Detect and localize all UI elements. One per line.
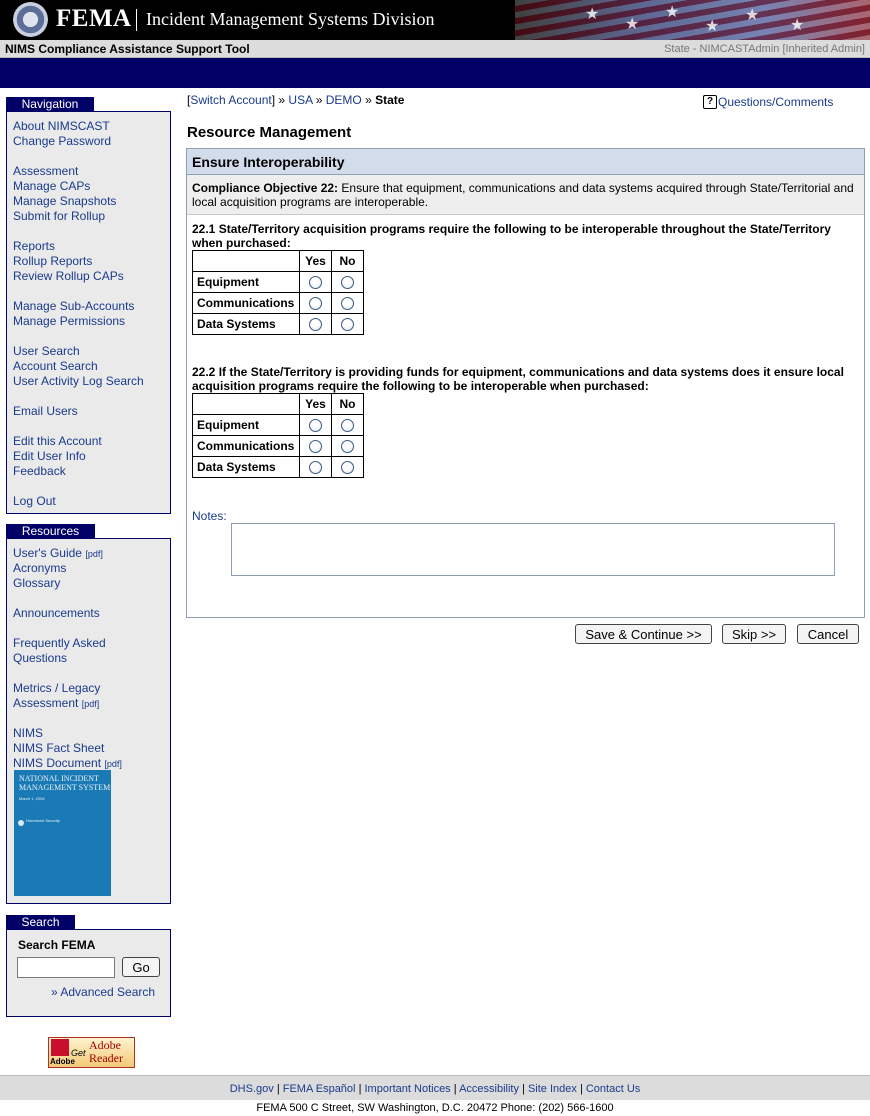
res-metrics-line1[interactable]: Metrics / Legacy xyxy=(13,681,101,695)
pdf-tag: [pdf] xyxy=(81,699,100,709)
footer-address: FEMA 500 C Street, SW Washington, D.C. 20472 Phone: (202) 566-1600 xyxy=(256,1102,614,1114)
adobe-logo-icon xyxy=(51,1039,69,1056)
cover-logo-text: Homeland Security xyxy=(26,818,60,823)
pdf-tag: [pdf] xyxy=(104,759,122,769)
column-no: No xyxy=(332,251,364,272)
question-22-2-table xyxy=(192,393,364,478)
res-users-guide-label: User's Guide xyxy=(13,546,82,560)
search-title: Search xyxy=(6,915,75,930)
fema-logo: FEMA xyxy=(56,5,132,32)
pdf-tag: [pdf] xyxy=(85,549,103,559)
nav-assessment[interactable]: Assessment xyxy=(13,164,79,178)
nav-account-search[interactable]: Account Search xyxy=(13,359,98,373)
header-banner xyxy=(0,0,870,40)
q22-2-communications-no-radio[interactable] xyxy=(341,440,354,453)
footer-site-index-link[interactable]: Site Index xyxy=(527,1083,577,1095)
row-data-systems: Data Systems xyxy=(193,457,300,478)
go-button[interactable]: Go xyxy=(122,957,160,977)
adobe-label: Adobe xyxy=(50,1057,75,1066)
skip-button[interactable]: Skip >> xyxy=(722,624,786,644)
footer-separator: | xyxy=(579,1083,583,1095)
nav-user-activity-log-search[interactable]: User Activity Log Search xyxy=(13,374,144,388)
nav-edit-user-info[interactable]: Edit User Info xyxy=(13,449,86,463)
nav-review-rollup-caps[interactable]: Review Rollup CAPs xyxy=(13,269,124,283)
table-corner xyxy=(193,251,300,272)
nav-manage-snapshots[interactable]: Manage Snapshots xyxy=(13,194,117,208)
res-users-guide[interactable] xyxy=(13,546,103,560)
get-adobe-reader-button[interactable] xyxy=(48,1037,135,1068)
nav-reports[interactable]: Reports xyxy=(13,239,56,253)
dhs-seal-icon xyxy=(13,2,48,37)
q22-1-data-systems-yes-radio[interactable] xyxy=(309,318,322,331)
q22-2-equipment-no-radio[interactable] xyxy=(341,419,354,432)
search-body xyxy=(6,929,171,1017)
nav-change-password[interactable]: Change Password xyxy=(13,134,112,148)
q22-2-communications-yes-radio[interactable] xyxy=(309,440,322,453)
footer-important-notices-link[interactable]: Important Notices xyxy=(364,1083,451,1095)
nav-user-search[interactable]: User Search xyxy=(13,344,80,358)
notes-textarea[interactable] xyxy=(231,523,835,576)
breadcrumb: [Switch Account] » USA » DEMO » State xyxy=(187,93,405,107)
row-communications: Communications xyxy=(193,293,300,314)
footer-fema-espanol-link[interactable]: FEMA Español xyxy=(282,1083,356,1095)
question-22-1-table xyxy=(192,250,364,335)
res-acronyms[interactable]: Acronyms xyxy=(13,561,67,575)
page-title: Resource Management xyxy=(187,124,352,141)
switch-account-link[interactable]: Switch Account xyxy=(190,93,272,107)
column-yes: Yes xyxy=(300,251,332,272)
row-equipment: Equipment xyxy=(193,272,300,293)
footer-separator: | xyxy=(522,1083,525,1095)
q22-2-data-systems-yes-radio[interactable] xyxy=(309,461,322,474)
questions-comments-label: Questions/Comments xyxy=(718,95,834,109)
resources-title: Resources xyxy=(6,524,95,539)
footer-accessibility-link[interactable]: Accessibility xyxy=(459,1083,519,1095)
q22-1-communications-yes-radio[interactable] xyxy=(309,297,322,310)
row-data-systems: Data Systems xyxy=(193,314,300,335)
nav-feedback[interactable]: Feedback xyxy=(13,464,66,478)
footer-links xyxy=(0,1075,870,1100)
assessment-panel xyxy=(186,148,865,618)
homeland-security-seal-icon xyxy=(18,820,24,826)
row-communications: Communications xyxy=(193,436,300,457)
breadcrumb-demo[interactable]: DEMO xyxy=(325,93,362,107)
nav-rollup-reports[interactable]: Rollup Reports xyxy=(13,254,93,268)
res-faq-line2[interactable]: Questions xyxy=(13,651,68,665)
flag-image: ★ ★ ★ ★ ★ ★ xyxy=(515,0,870,40)
q22-2-data-systems-no-radio[interactable] xyxy=(341,461,354,474)
q22-1-communications-no-radio[interactable] xyxy=(341,297,354,310)
row-equipment: Equipment xyxy=(193,415,300,436)
nav-log-out[interactable]: Log Out xyxy=(13,494,56,508)
nav-email-users[interactable]: Email Users xyxy=(13,404,78,418)
save-continue-button[interactable]: Save & Continue >> xyxy=(575,624,712,644)
q22-2-equipment-yes-radio[interactable] xyxy=(309,419,322,432)
resources-list xyxy=(6,538,171,904)
nav-manage-permissions[interactable]: Manage Permissions xyxy=(13,314,126,328)
footer-separator: | xyxy=(276,1083,280,1095)
footer-separator: | xyxy=(453,1083,457,1095)
nav-about-nimscast[interactable]: About NIMSCAST xyxy=(13,119,110,133)
section-title: Ensure Interoperability xyxy=(192,154,345,170)
footer-contact-us-link[interactable]: Contact Us xyxy=(585,1083,641,1095)
tool-name: NIMS Compliance Assistance Support Tool xyxy=(5,42,250,56)
search-input[interactable] xyxy=(17,957,115,978)
nav-edit-this-account[interactable]: Edit this Account xyxy=(13,434,102,448)
questions-comments-link[interactable] xyxy=(703,92,833,109)
column-yes: Yes xyxy=(300,394,332,415)
footer-dhs-link[interactable]: DHS.gov xyxy=(229,1083,274,1095)
compliance-objective xyxy=(187,175,864,215)
breadcrumb-current: State xyxy=(375,93,405,107)
table-corner xyxy=(193,394,300,415)
column-no: No xyxy=(332,394,364,415)
nims-document-cover[interactable] xyxy=(14,770,111,896)
objective-label: Compliance Objective 22: xyxy=(192,181,339,195)
cover-title: NATIONAL INCIDENT MANAGEMENT SYSTEM xyxy=(19,774,111,792)
res-nims-document[interactable] xyxy=(13,756,122,770)
navigation-list xyxy=(6,111,171,514)
q22-1-equipment-yes-radio[interactable] xyxy=(309,276,322,289)
res-nims-document-label: NIMS Document xyxy=(13,756,102,770)
res-metrics-label: Assessment xyxy=(13,696,79,710)
q22-1-equipment-no-radio[interactable] xyxy=(341,276,354,289)
res-metrics-line2[interactable] xyxy=(13,696,99,710)
nav-bar xyxy=(0,58,870,88)
res-glossary[interactable]: Glossary xyxy=(13,576,61,590)
nav-manage-sub-accounts[interactable]: Manage Sub-Accounts xyxy=(13,299,135,313)
notes-label: Notes: xyxy=(192,509,227,523)
question-22-1: 22.1 State/Territory acquisition programs require the following to be interoperable throughout the State/Territory when purchased: xyxy=(192,222,831,250)
user-info: State - NIMCASTAdmin [Inherited Admin] xyxy=(664,43,865,55)
breadcrumb-usa[interactable]: USA xyxy=(288,93,313,107)
division-title: Incident Management Systems Division xyxy=(146,9,435,29)
res-nims[interactable]: NIMS xyxy=(13,726,43,740)
question-22-2: 22.2 If the State/Territory is providing funds for equipment, communications and data systems does it ensure local acquisition programs require the following to be interoperable when purchased: xyxy=(192,365,844,393)
cancel-button[interactable]: Cancel xyxy=(797,624,859,644)
res-faq-line1[interactable]: Frequently Asked xyxy=(13,636,106,650)
help-icon: ? xyxy=(703,95,717,109)
cover-date: March 1, 2004 xyxy=(19,796,45,801)
advanced-search-link[interactable]: » Advanced Search xyxy=(51,985,156,999)
tool-bar xyxy=(0,40,870,58)
q22-1-data-systems-no-radio[interactable] xyxy=(341,318,354,331)
res-announcements[interactable]: Announcements xyxy=(13,606,100,620)
search-label: Search FEMA xyxy=(18,938,96,952)
footer-separator: | xyxy=(358,1083,362,1095)
res-nims-fact-sheet[interactable]: NIMS Fact Sheet xyxy=(13,741,105,755)
header-divider xyxy=(136,9,137,31)
objective-text: Ensure that equipment, communications and data systems acquired through State/Territorial and local acquisition programs are interoperable. xyxy=(192,181,854,209)
nav-submit-for-rollup[interactable]: Submit for Rollup xyxy=(13,209,106,223)
adobe-get-label: Get xyxy=(71,1048,86,1058)
navigation-title: Navigation xyxy=(6,97,94,112)
adobe-reader-label: Adobe Reader xyxy=(89,1038,123,1065)
nav-manage-caps[interactable]: Manage CAPs xyxy=(13,179,91,193)
section-header xyxy=(187,149,864,175)
